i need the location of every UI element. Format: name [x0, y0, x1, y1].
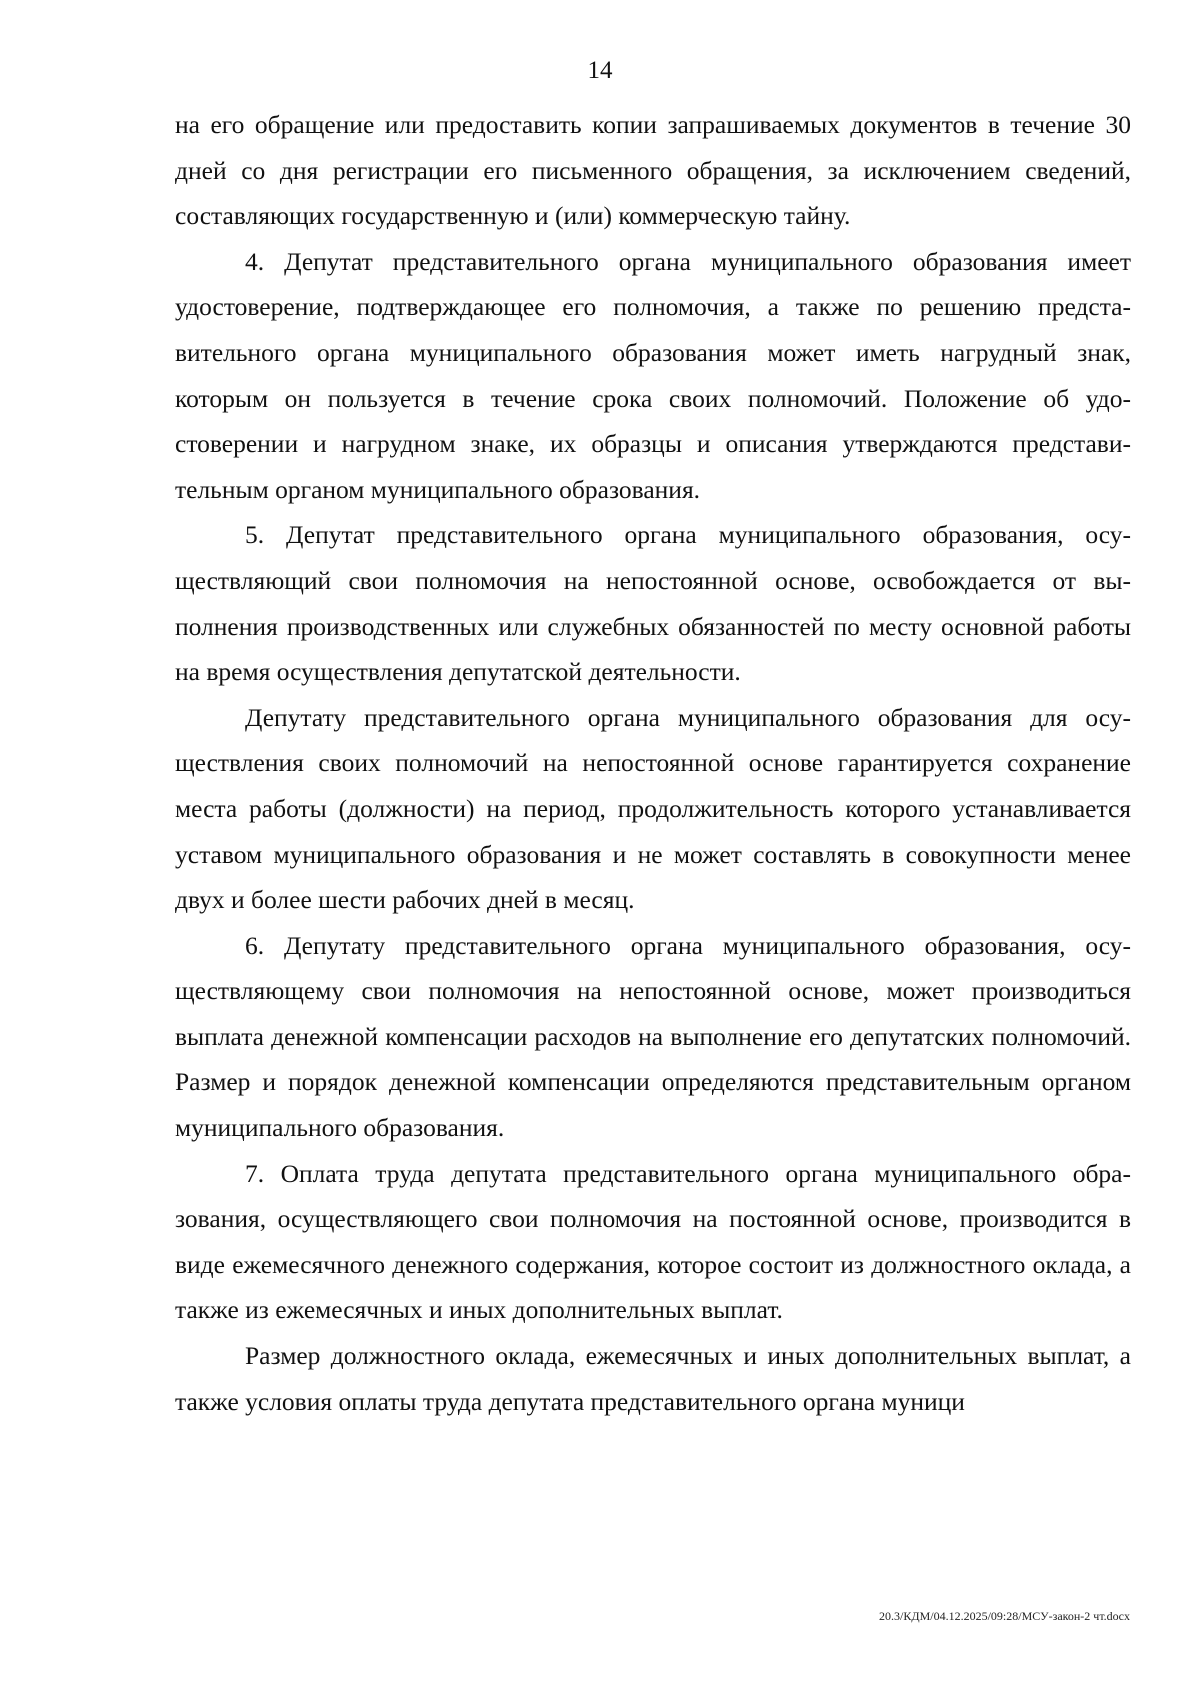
paragraph-item-7-salary: Размер должностного оклада, ежемесячных и иных дополнительных выплат, а также условия оплаты труда депутата представительного органа муници — [175, 1341, 1131, 1416]
paragraph-item-5-guarantee: Депутату представительного органа муниципального образования для осуществления своих полномочий на непостоянной основе гарантируется сохранение места работы (должности) на период, продолжительность которого устанавливается уставом муниципального образования и не может составлять в совокупности менее двух и более шести рабочих дней в месяц. — [175, 702, 1131, 915]
paragraph-item-6: 6. Депутату представительного органа муниципального образования, осуществляющему свои полномочия на непостоянной основе, может производиться выплата денежной компенсации расходов на выполнение его депутатских полномочий. Размер и порядок денежной компенсации определяются представительным органом муниципального образования. — [175, 930, 1131, 1143]
paragraph-item-7: 7. Оплата труда депутата представительного органа муниципального образования, осуществляющего свои полномочия на постоянной основе, производится в виде ежемесячного денежного содержания, которое состоит из должностного оклада, а также из ежемесячных и иных дополнительных выплат. — [175, 1158, 1131, 1325]
page-number: 14 — [587, 57, 613, 84]
paragraph-item-5: 5. Депутат представительного органа муниципального образования, осуществляющий свои полномочия на непостоянной основе, освобождается от выполнения производственных или служебных обязанностей по месту основной работы на время осуществления депутатской деятельности. — [175, 520, 1131, 687]
document-footer-reference: 20.3/КДМ/04.12.2025/09:28/МСУ-закон-2 чт.docx — [879, 1609, 1130, 1623]
paragraph-continuation: на его обращение или предоставить копии запрашиваемых документов в течение 30 дней со дня регистрации его письменного обращения, за исключением сведений, составляющих государственную и (или) коммерческую тайну. — [175, 110, 1131, 231]
body-text — [175, 102, 1131, 1424]
paragraph-item-4: 4. Депутат представительного органа муниципального образования имеет удостоверение, подтверждающее его полномочия, а также по решению представительного органа муниципального образования может иметь нагрудный знак, которым он пользуется в течение срока своих полномочий. Положение об удостоверении и нагрудном знаке, их образцы и описания утверждаются представительным органом муниципального образования. — [175, 246, 1131, 504]
